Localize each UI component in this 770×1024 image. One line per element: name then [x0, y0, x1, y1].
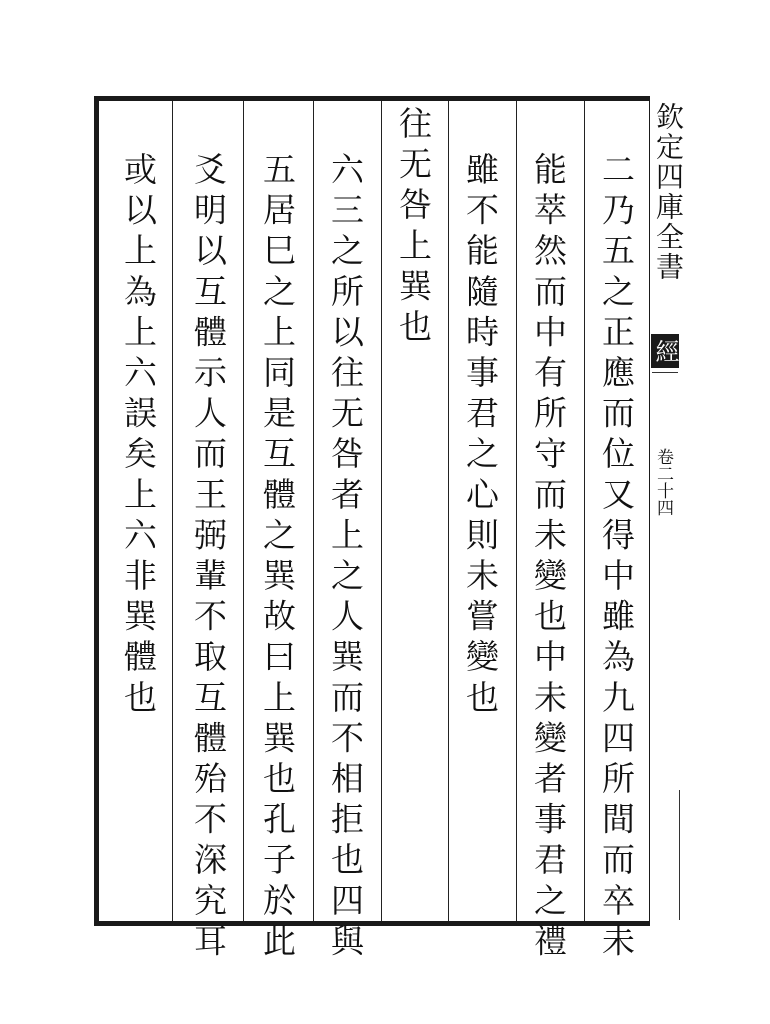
section-mark: 經	[651, 339, 679, 363]
edge-line	[679, 790, 680, 920]
volume-label: 卷二十四	[653, 448, 673, 516]
text-column-3: 雖不能隨時事君之心則未嘗變也	[461, 152, 500, 721]
text-column-1: 二乃五之正應而位又得中雖為九四所間而卒未	[597, 152, 636, 964]
text-column-5: 六三之所以往无咎者上之人巽而不相拒也四與	[326, 152, 365, 964]
column-rule	[243, 101, 244, 921]
text-column-8: 或以上為上六誤矣上六非巽體也	[119, 152, 158, 721]
text-column-7: 爻明以互體示人而王弼輩不取互體殆不深究耳	[189, 152, 228, 964]
column-rule	[448, 101, 449, 921]
book-title: 欽定四庫全書	[652, 102, 685, 282]
column-rule	[584, 101, 585, 921]
column-rule	[516, 101, 517, 921]
text-column-6: 五居巳之上同是互體之巽故曰上巽也孔子於此	[258, 152, 297, 964]
text-column-2: 能萃然而中有所守而未變也中未變者事君之禮	[529, 152, 568, 964]
text-column-4: 往无咎上巽也	[394, 106, 433, 350]
column-rule	[381, 101, 382, 921]
column-rule	[313, 101, 314, 921]
column-rule	[172, 101, 173, 921]
edge-divider	[652, 372, 678, 373]
